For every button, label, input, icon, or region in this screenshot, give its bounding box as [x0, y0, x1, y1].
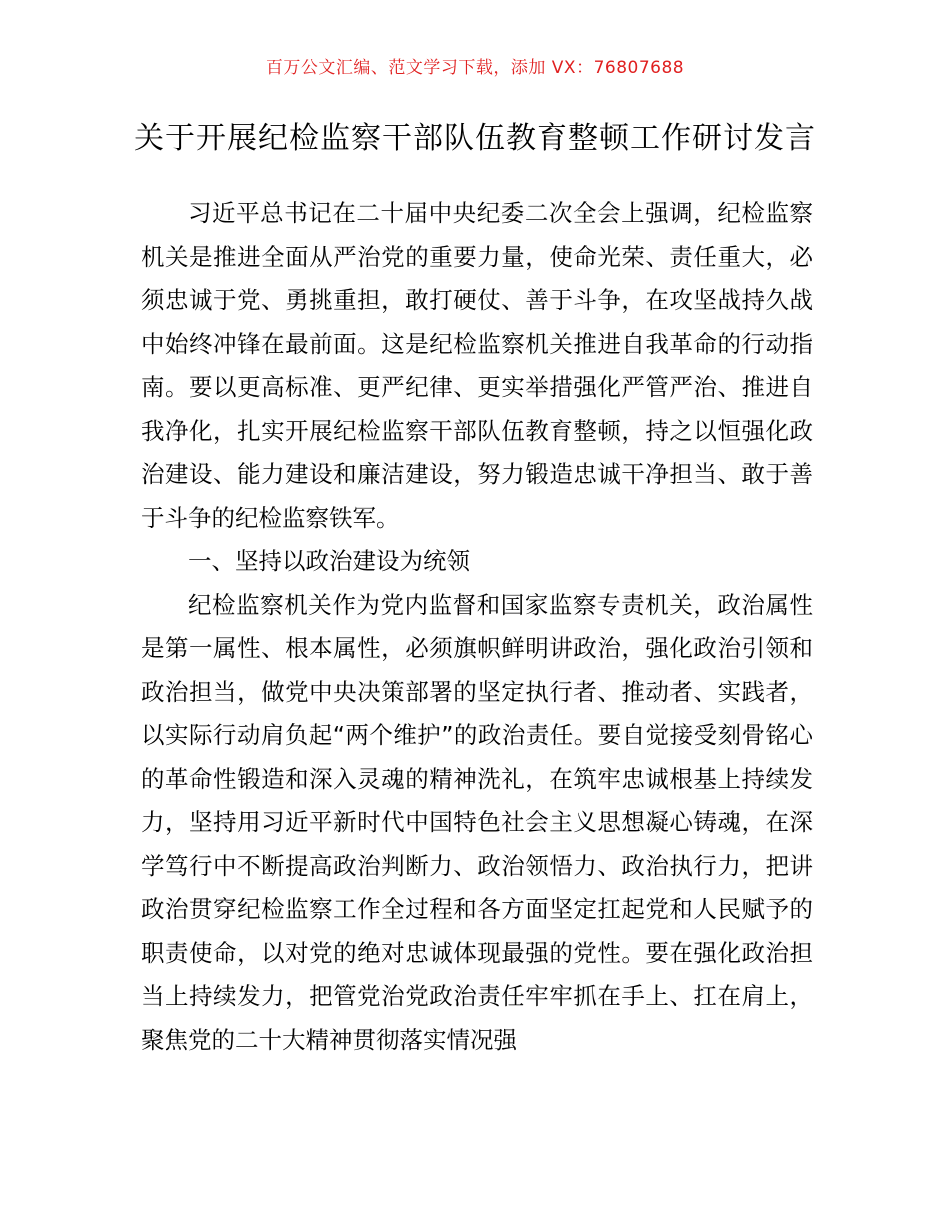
header-watermark-text: 百万公文汇编、范文学习下载，添加 VX：76807688	[265, 58, 685, 78]
document-body	[141, 192, 813, 1062]
paragraph-section-1: 纪检监察机关作为党内监督和国家监察专责机关，政治属性是第一属性、根本属性，必须旗帜鲜明讲政治，强化政治引领和政治担当，做党中央决策部署的坚定执行者、推动者、实践者，以实际行动肩负起“两个维护”的政治责任。要自觉接受刻骨铭心的革命性锻造和深入灵魂的精神洗礼，在筑牢忠诚根基上持续发力，坚持用习近平新时代中国特色社会主义思想凝心铸魂，在深学笃行中不断提高政治判断力、政治领悟力、政治执行力，把讲政治贯穿纪检监察工作全过程和各方面坚定扛起党和人民赋予的职责使命，以对党的绝对忠诚体现最强的党性。要在强化政治担当上持续发力，把管党治党政治责任牢牢抓在手上、扛在肩上，聚焦党的二十大精神贯彻落实情况强	[141, 590, 813, 1054]
paragraph-intro: 习近平总书记在二十届中央纪委二次全会上强调，纪检监察机关是推进全面从严治党的重要力量，使命光荣、责任重大，必须忠诚于党、勇挑重担，敢打硬仗、善于斗争，在攻坚战持久战中始终冲锋在最前面。这是纪检监察机关推进自我革命的行动指南。要以更高标准、更严纪律、更实举措强化严管严治、推进自我净化，扎实开展纪检监察干部队伍教育整顿，持之以恒强化政治建设、能力建设和廉洁建设，努力锻造忠诚干净担当、敢于善于斗争的纪检监察铁军。	[141, 199, 813, 532]
section-heading-1: 一、坚持以政治建设为统领	[188, 547, 470, 575]
document-title: 关于开展纪检监察干部队伍教育整顿工作研讨发言	[134, 121, 816, 156]
